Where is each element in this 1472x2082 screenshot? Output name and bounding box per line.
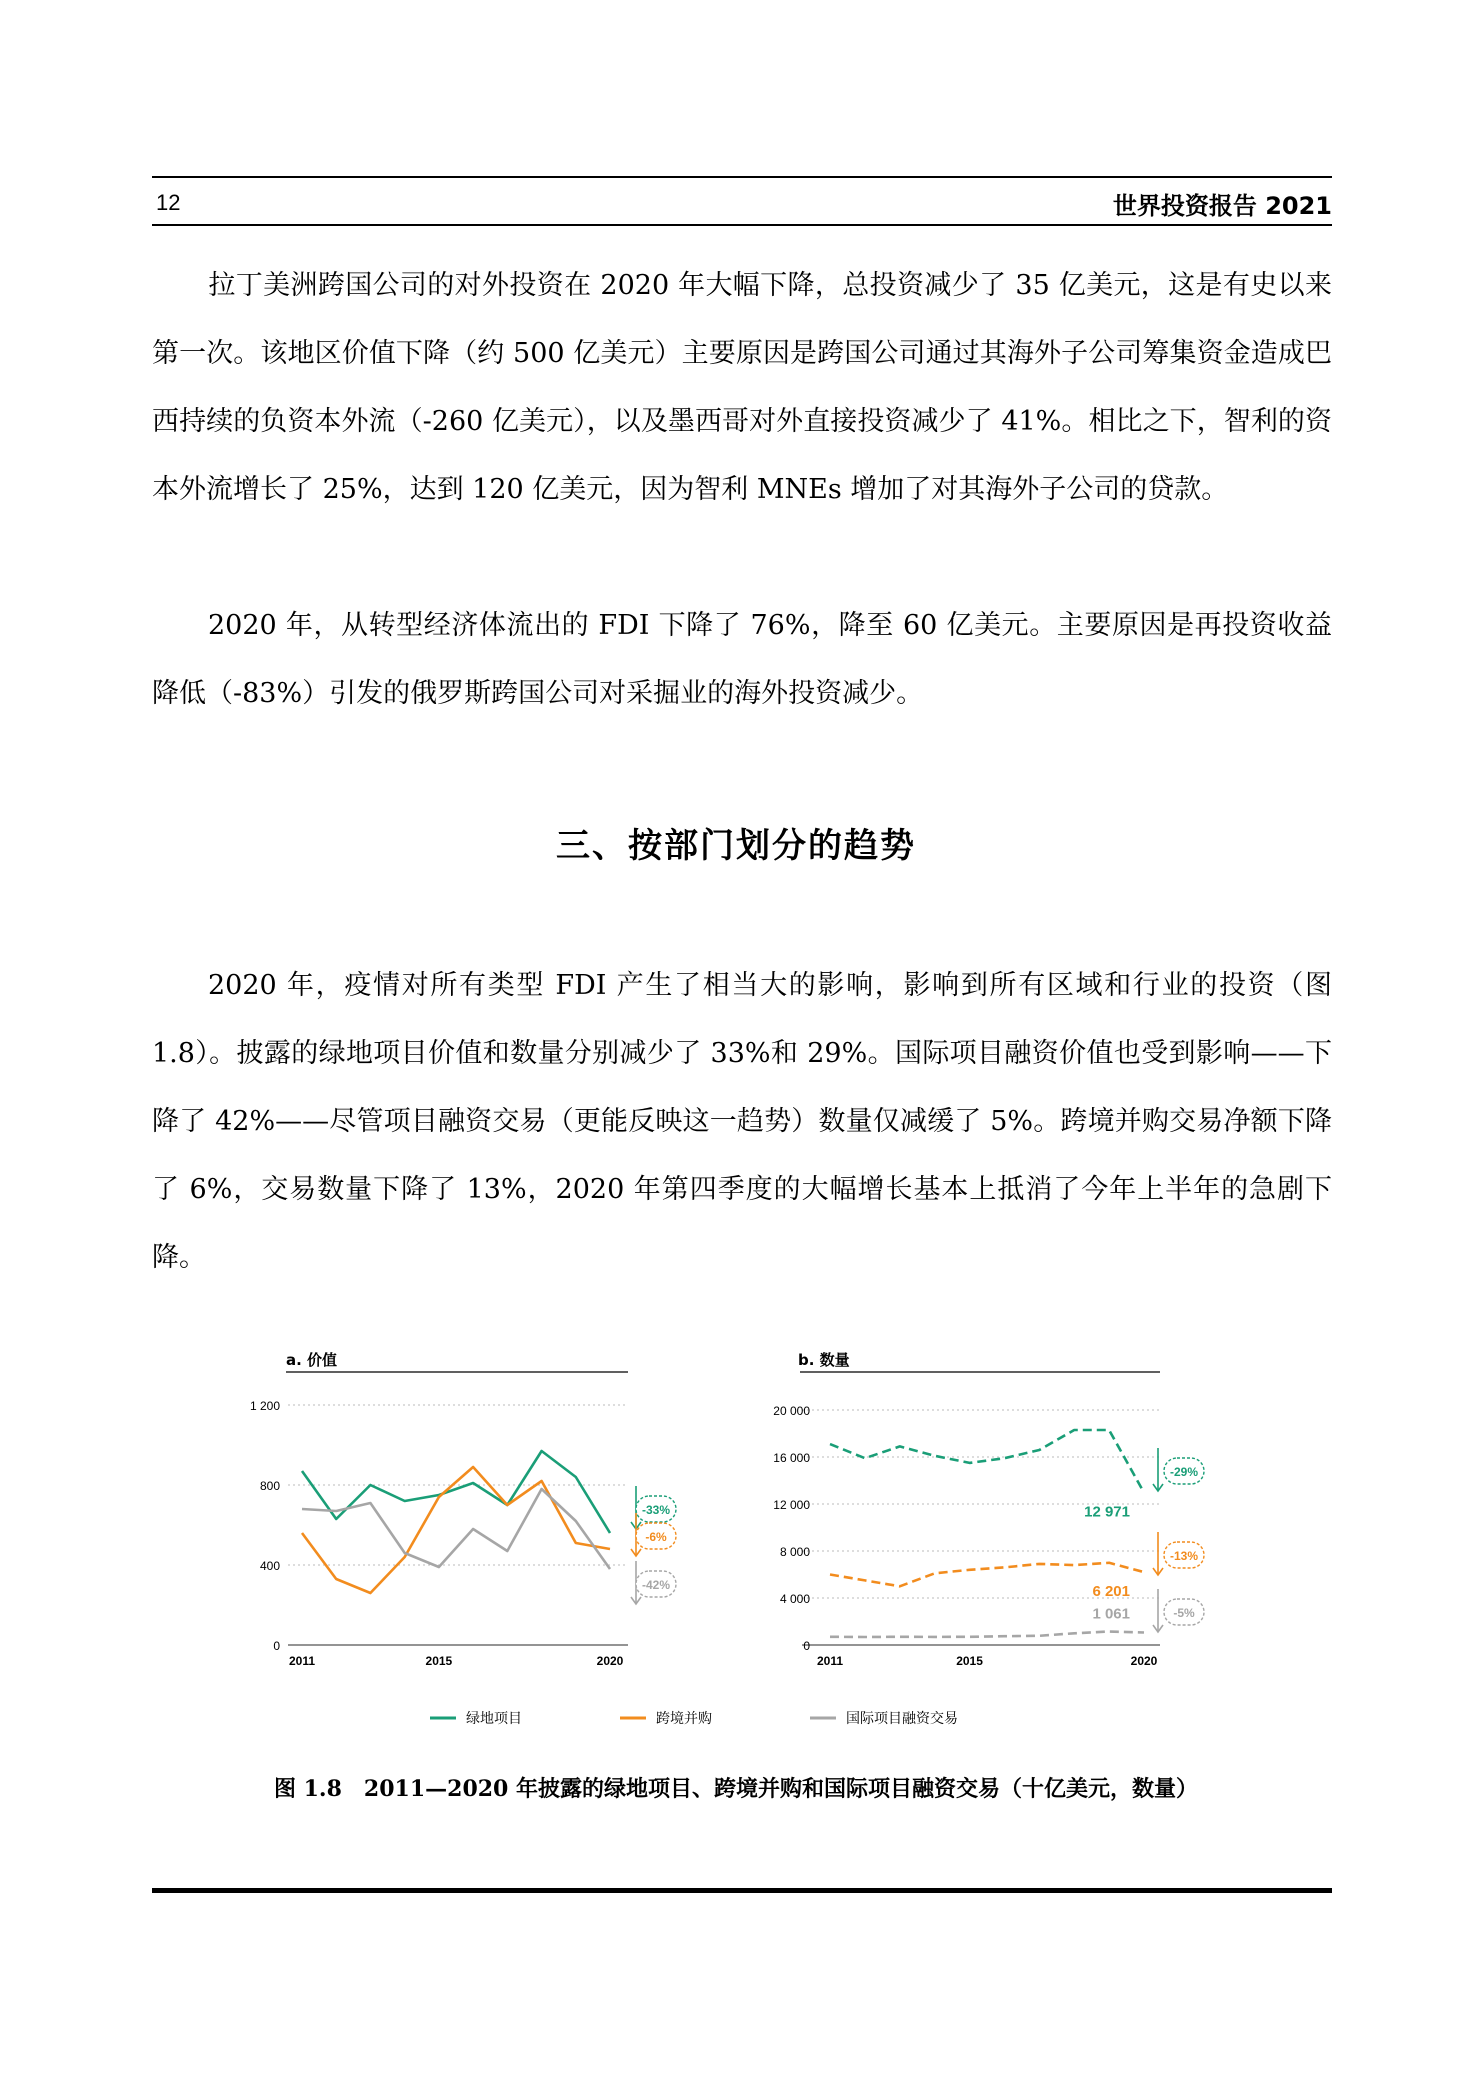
end-value-label: 1 061 <box>1092 1605 1130 1623</box>
figure-1-8 <box>0 1320 1472 1760</box>
y-tick-label: 8 000 <box>779 1545 810 1559</box>
x-tick-label: 2015 <box>956 1654 983 1668</box>
series-line-project-finance <box>830 1632 1144 1638</box>
y-tick-label: 400 <box>259 1559 280 1573</box>
x-tick-label: 2015 <box>425 1654 453 1668</box>
change-badge-label: -29% <box>1169 1465 1199 1479</box>
change-badge-label: -42% <box>641 1578 671 1592</box>
chart-title: b. 数量 <box>798 1351 850 1369</box>
change-badge-label: -33% <box>641 1503 671 1517</box>
series-line-project-finance <box>302 1489 610 1569</box>
paragraph-text: 2020 年，从转型经济体流出的 FDI 下降了 76%，降至 60 亿美元。主要原因是再投资收益降低（-83%）引发的俄罗斯跨国公司对采掘业的海外投资减少。 <box>152 610 1332 709</box>
x-tick-label: 2011 <box>288 1654 316 1668</box>
end-value-label: 12 971 <box>1084 1503 1130 1521</box>
paragraph-sector-trends <box>152 952 1332 1292</box>
y-tick-label: 20 000 <box>773 1404 810 1418</box>
section-title: 三、按部门划分的趋势 <box>556 826 916 866</box>
legend-label: 绿地项目 <box>466 1711 522 1727</box>
paragraph-text: 拉丁美洲跨国公司的对外投资在 2020 年大幅下降，总投资减少了 35 亿美元，这是有史以来第一次。该地区价值下降（约 500 亿美元）主要原因是跨国公司通过其海外子公司筹集资金造成巴西持续的负资本外流（-260 亿美元），以及墨西哥对外直接投资减少了 41%。相比之下，智利的资本外流增长了 25%，达到 120 亿美元，因为智利 MNEs 增加了对其海外子公司的贷款。 <box>152 270 1332 505</box>
header-rule-top <box>152 176 1332 178</box>
y-tick-label: 0 <box>273 1639 280 1653</box>
chart-title: a. 价值 <box>286 1351 338 1369</box>
legend-label: 国际项目融资交易 <box>846 1711 958 1727</box>
paragraph-transition-economies <box>152 592 1332 728</box>
y-tick-label: 1 200 <box>249 1399 280 1413</box>
paragraph-text: 2020 年，疫情对所有类型 FDI 产生了相当大的影响，影响到所有区域和行业的投资（图 1.8）。披露的绿地项目价值和数量分别减少了 33%和 29%。国际项目融资价值也受到影响——下降了 42%——尽管项目融资交易（更能反映这一趋势）数量仅减缓了 5%。跨境并购交易净额下降了 6%，交易数量下降了 13%，2020 年第四季度的大幅增长基本上抵消了今年上半年的急剧下降。 <box>152 970 1332 1273</box>
running-title: 世界投资报告 2021 <box>1112 192 1332 220</box>
x-tick-label: 2011 <box>816 1654 844 1668</box>
change-badge-label: -5% <box>1173 1606 1195 1620</box>
page-number: 12 <box>156 190 181 215</box>
y-tick-label: 4 000 <box>779 1592 810 1606</box>
figure-caption: 图 1.8 2011—2020 年披露的绿地项目、跨境并购和国际项目融资交易（十亿美元，数量） <box>273 1776 1199 1802</box>
y-tick-label: 0 <box>803 1639 810 1653</box>
y-tick-label: 16 000 <box>773 1451 810 1465</box>
change-badge-label: -6% <box>645 1530 667 1544</box>
paragraph-latin-america <box>152 252 1332 524</box>
y-tick-label: 12 000 <box>773 1498 810 1512</box>
series-line-mna <box>302 1467 610 1593</box>
header-rule-bottom <box>152 224 1332 226</box>
x-tick-label: 2020 <box>1130 1654 1158 1668</box>
legend-label: 跨境并购 <box>656 1711 712 1727</box>
change-badge-label: -13% <box>1169 1549 1199 1563</box>
series-line-greenfield <box>830 1430 1144 1493</box>
footer-rule <box>152 1888 1332 1893</box>
end-value-label: 6 201 <box>1092 1583 1130 1601</box>
y-tick-label: 800 <box>259 1479 280 1493</box>
x-tick-label: 2020 <box>596 1654 624 1668</box>
